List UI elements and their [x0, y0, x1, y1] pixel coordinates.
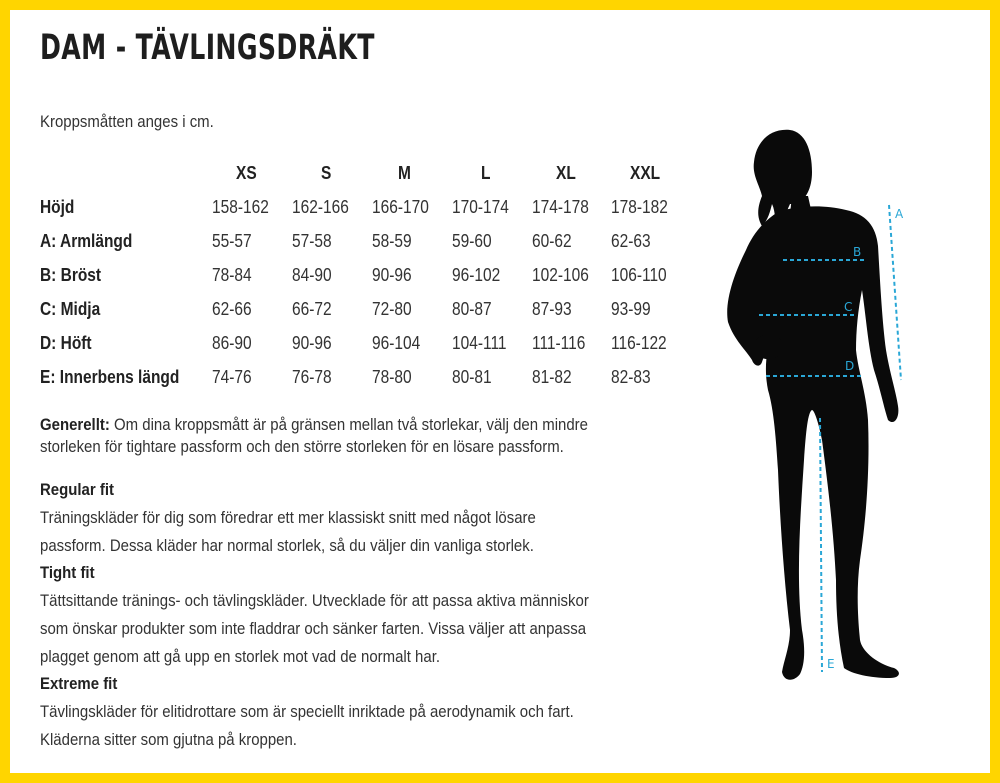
row-label-chest: B: Bröst — [40, 265, 102, 285]
fit-text: passform. Dessa kläder har normal storlek, så du väljer din vanliga storlek. — [40, 536, 534, 555]
row-label-hip: D: Höft — [40, 333, 92, 353]
size-header-l: L — [481, 163, 491, 183]
table-cell: 78-80 — [372, 367, 412, 387]
table-cell: 86-90 — [212, 333, 252, 353]
table-cell: 66-72 — [292, 299, 332, 319]
female-silhouette-icon — [727, 130, 899, 680]
table-cell: 57-58 — [292, 231, 332, 251]
table-cell: 60-62 — [532, 231, 572, 251]
page-title: DAM - TÄVLINGSDRÄKT — [40, 28, 375, 68]
table-cell: 62-63 — [611, 231, 651, 251]
row-label-waist: C: Midja — [40, 299, 101, 319]
table-cell: 80-81 — [452, 367, 492, 387]
table-cell: 170-174 — [452, 197, 509, 217]
table-cell: 90-96 — [292, 333, 332, 353]
table-cell: 84-90 — [292, 265, 332, 285]
measure-label-e: E — [827, 657, 835, 671]
size-header-s: S — [321, 163, 332, 183]
table-cell: 96-102 — [452, 265, 501, 285]
fit-title-tight: Tight fit — [40, 563, 95, 582]
table-cell: 80-87 — [452, 299, 492, 319]
table-cell: 166-170 — [372, 197, 429, 217]
measure-label-b: B — [853, 245, 862, 259]
fit-text: Kläderna sitter som gjutna på kroppen. — [40, 730, 297, 749]
table-cell: 59-60 — [452, 231, 492, 251]
table-cell: 76-78 — [292, 367, 332, 387]
size-header-xxl: XXL — [630, 163, 661, 183]
row-label-arm-length: A: Armlängd — [40, 231, 133, 251]
general-note-label: Generellt: — [40, 415, 110, 434]
table-cell: 116-122 — [611, 333, 667, 353]
measure-label-a: A — [895, 207, 904, 221]
arm-length-line — [889, 205, 901, 380]
fit-text: Träningskläder för dig som föredrar ett mer klassiskt snitt med något lösare — [40, 508, 536, 527]
table-cell: 74-76 — [212, 367, 252, 387]
general-note-line1: Om dina kroppsmått är på gränsen mellan två storlekar, välj den mindre — [114, 415, 588, 434]
table-cell: 162-166 — [292, 197, 349, 217]
body-measurement-figure — [700, 110, 990, 710]
table-cell: 58-59 — [372, 231, 412, 251]
inseam-line — [820, 418, 822, 672]
table-cell: 111-116 — [532, 333, 586, 353]
fit-title-regular: Regular fit — [40, 480, 114, 499]
row-label-height: Höjd — [40, 197, 75, 217]
fit-text: plagget genom att gå upp en storlek mot vad de normalt har. — [40, 647, 441, 666]
measure-label-d: D — [845, 359, 855, 373]
general-note-line2: storleken för tightare passform och den större storleken för en lösare passform. — [40, 437, 564, 456]
size-header-xl: XL — [556, 163, 576, 183]
measure-label-c: C — [844, 300, 853, 314]
fit-text: Tättsittande tränings- och tävlingskläder. Utvecklade för att passa aktiva människor — [40, 591, 589, 610]
table-cell: 90-96 — [372, 265, 412, 285]
fit-text: Tävlingskläder för elitidrottare som är speciellt inriktade på aerodynamik och fart. — [40, 702, 574, 721]
table-cell: 93-99 — [611, 299, 651, 319]
table-cell: 78-84 — [212, 265, 252, 285]
table-cell: 72-80 — [372, 299, 412, 319]
table-cell: 178-182 — [611, 197, 668, 217]
size-header-m: M — [398, 163, 411, 183]
table-cell: 55-57 — [212, 231, 252, 251]
row-label-inseam: E: Innerbens längd — [40, 367, 180, 387]
intro-text: Kroppsmåtten anges i cm. — [40, 112, 214, 131]
fit-title-extreme: Extreme fit — [40, 674, 118, 693]
table-cell: 96-104 — [372, 333, 421, 353]
table-cell: 174-178 — [532, 197, 589, 217]
table-cell: 106-110 — [611, 265, 667, 285]
table-cell: 82-83 — [611, 367, 651, 387]
table-cell: 104-111 — [452, 333, 507, 353]
table-cell: 62-66 — [212, 299, 252, 319]
table-cell: 81-82 — [532, 367, 572, 387]
size-header-xs: XS — [236, 163, 257, 183]
fit-text: som önskar produkter som inte fladdrar och sänker farten. Vissa väljer att anpassa — [40, 619, 587, 638]
table-cell: 87-93 — [532, 299, 572, 319]
table-cell: 158-162 — [212, 197, 269, 217]
table-cell: 102-106 — [532, 265, 589, 285]
